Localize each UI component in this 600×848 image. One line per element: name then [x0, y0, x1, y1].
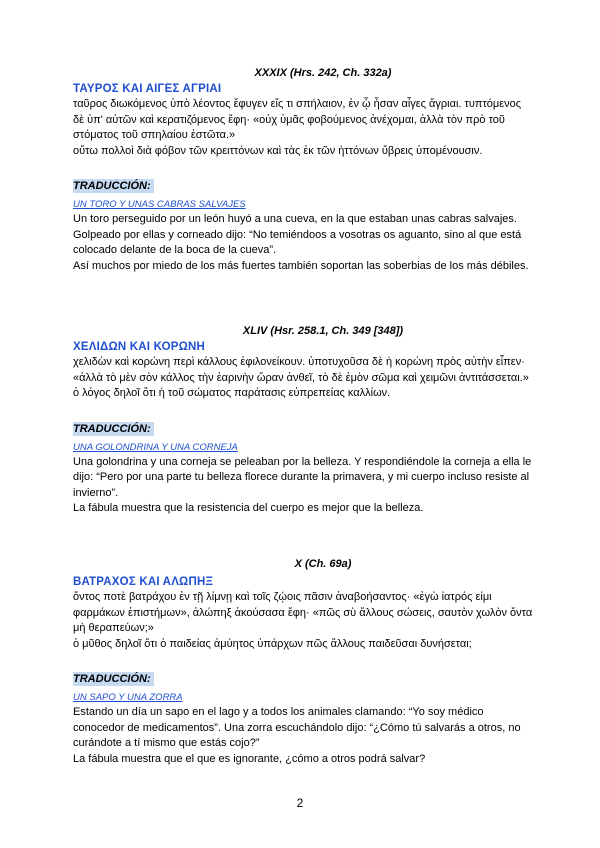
greek-text: ταῦρος διωκόμενος ὑπὸ λέοντος ἔφυγεν εἴς τι σπήλαιον, ἐν ᾧ ἦσαν αἶγες ἄγριαι. τυπτόμενος δὲ ὑπ' αὐτῶν καὶ κερατιζόμενος ἔφη· «οὐχ ὑμᾶς φοβούμενος ἀνέχομαι, ἀλλὰ τὸν πρὸ τοῦ στόματος τοῦ σπηλαίου ἑστῶτα.» [73, 98, 522, 141]
greek-text: χελιδὼν καὶ κορώνη περὶ κάλλους ἐφιλονείκουν. ὑποτυχοῦσα δὲ ἡ κορώνη πρὸς αὐτὴν εἶπεν· «ἀλλὰ τὸ μὲν σὸν κάλλος τὴν ἐαρινὴν ὥραν ἀνθεῖ, τὸ δὲ ἐμὸν σῶμα καὶ χειμῶνι ἀντιτάσσεται.» [73, 356, 529, 384]
fable-heading: XLIV (Hsr. 258.1, Ch. 349 [348]) [242, 325, 404, 337]
translation-label: TRADUCCIÓN: [73, 422, 154, 436]
greek-moral: ὁ λόγος δηλοῖ ὅτι ἡ τοῦ σώματος παράτασις εὐπρεπείας καλλίων. [73, 387, 391, 399]
fable-3 [73, 557, 533, 767]
page-number: 2 [296, 796, 304, 810]
spanish-text: Una golondrina y una corneja se peleaban por la belleza. Y respondiéndole la corneja a ella le dijo: “Pero por una parte tu belleza florece durante la primavera, y mi cuerpo incluso resiste al invierno”. [73, 455, 532, 499]
translation-title: UNA GOLONDRINA Y UNA CORNEJA [73, 441, 238, 453]
fable-2 [73, 324, 533, 517]
greek-title: ΤΑΥΡΟΣ ΚΑΙ ΑΙΓΕΣ ΑΓΡΙΑΙ [73, 83, 222, 95]
translation-label: TRADUCCIÓN: [73, 672, 154, 686]
greek-title: ΒΑΤΡΑΧΟΣ ΚΑΙ ΑΛΩΠΗΞ [73, 576, 214, 588]
spanish-moral: Así muchos por miedo de los más fuertes también soportan las soberbias de los más débiles. [73, 259, 529, 272]
translation-title: UN SAPO Y UNA ZORRA [73, 692, 183, 703]
fable-heading: XXXIX (Hrs. 242, Ch. 332a) [254, 67, 392, 79]
spanish-text: Un toro perseguido por un león huyó a una cueva, en la que estaban unas cabras salvajes. Golpeado por ellas y corneado dijo: “No temiéndoos a vosotras os aguanto, sino al que está colocado delante de la boca de la cueva”. [73, 213, 522, 256]
greek-title: ΧΕΛΙΔΩΝ ΚΑΙ ΚΟΡΩΝΗ [73, 341, 206, 353]
translation-title: UN TORO Y UNAS CABRAS SALVAJES [73, 199, 246, 210]
greek-text: ὄντος ποτὲ βατράχου ἐν τῇ λίμνῃ καὶ τοῖς ζῴοις πᾶσιν ἀναβοήσαντος· «ἐγὼ ἰατρός εἰμι φαρμάκων ἐπιστήμων», ἀλώπηξ ἀκούσασα ἔφη· «πῶς σὺ ἄλλους σώσεις, σαυτὸν χωλὸν ὄντα μὴ θεραπεύων;» [73, 591, 533, 634]
translation-label: TRADUCCIÓN: [73, 179, 154, 193]
greek-moral: ὁ μῦθος δηλοῖ ὅτι ὁ παιδείας ἀμύητος ὑπάρχων πῶς ἄλλους παιδεῦσαι δυνήσεται; [73, 637, 472, 650]
spanish-moral: La fábula muestra que el que es ignorante, ¿cómo a otros podrá salvar? [73, 752, 426, 765]
fable-1 [73, 66, 533, 274]
greek-moral: οὕτω πολλοὶ διὰ φόβον τῶν κρειττόνων καὶ τὰς ἐκ τῶν ἡττόνων ὕβρεις ὑπομένουσιν. [73, 144, 483, 157]
fable-heading: X (Ch. 69a) [294, 558, 352, 570]
spanish-moral: La fábula muestra que la resistencia del cuerpo es mejor que la belleza. [73, 502, 424, 514]
spanish-text: Estando un día un sapo en el lago y a todos los animales clamando: “Yo soy médico conocedor de medicamentos”. Una zorra escuchándolo dijo: “¿Cómo tú salvarás a otros, no curándote a tí mismo que estás cojo?” [73, 706, 521, 749]
